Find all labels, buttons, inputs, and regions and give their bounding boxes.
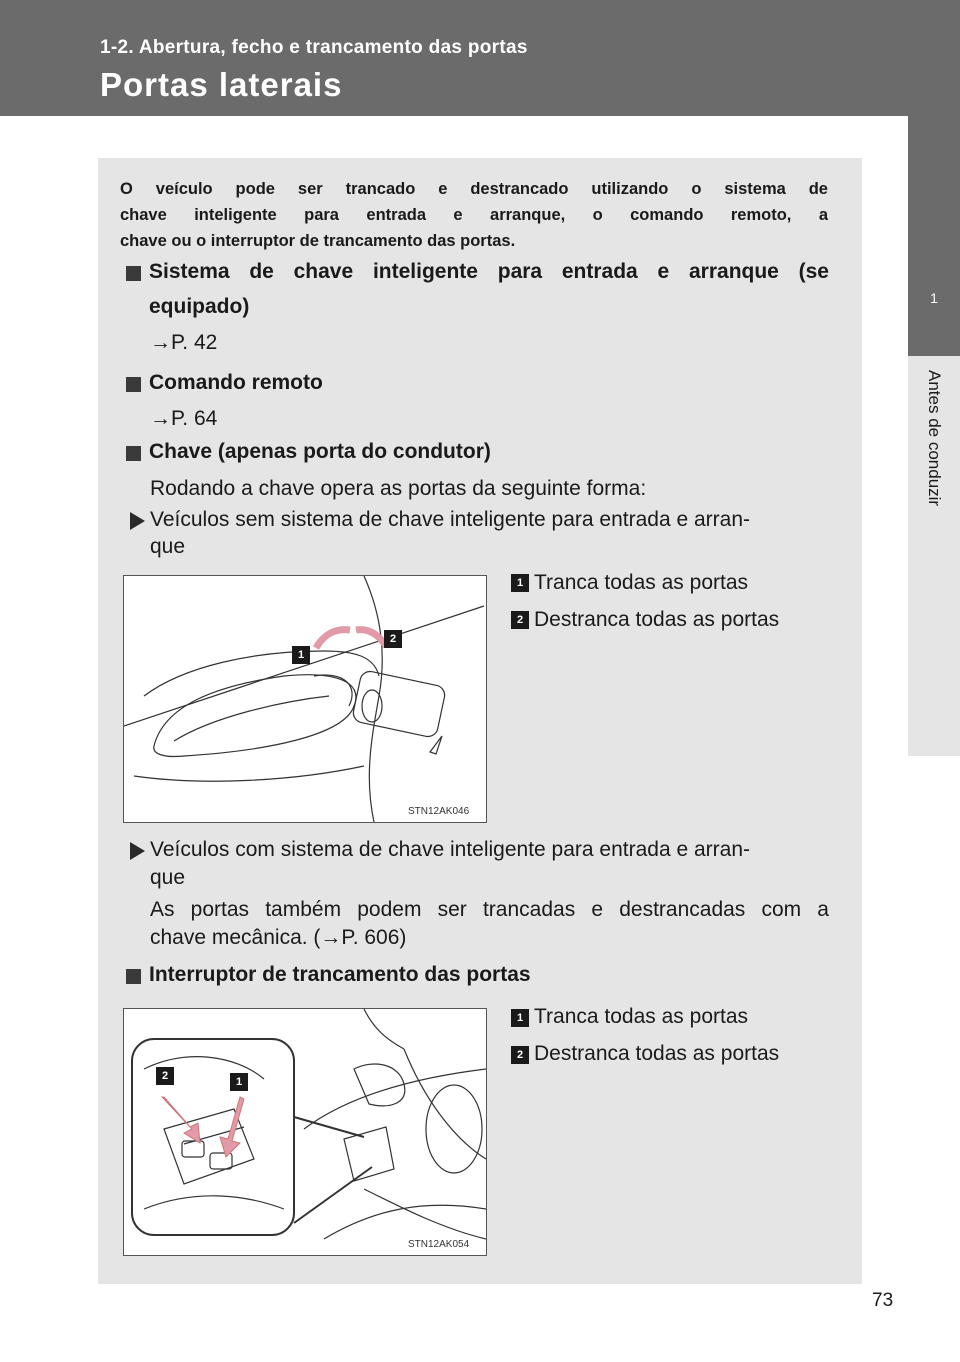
smart-key-ref[interactable]: →P. 42: [150, 331, 218, 354]
label-2-badge: 2: [156, 1067, 174, 1085]
switch-heading: Interruptor de trancamento das portas: [149, 963, 531, 986]
figure-code: STN12AK046: [408, 806, 470, 817]
case2-line-cont: que: [150, 866, 186, 889]
chapter-tab: [908, 116, 960, 356]
arrow-right-icon: [130, 842, 145, 860]
intro-line: chave ou o interruptor de trancamento das portas.: [120, 232, 516, 250]
legend-badge-2: 2: [511, 1046, 529, 1064]
bullet-square-icon: [126, 377, 141, 392]
lock-switch-figure: [123, 1008, 487, 1256]
page-title: Portas laterais: [100, 66, 343, 103]
legend-badge-1: 1: [511, 1009, 529, 1027]
chapter-tab-label: Antes de conduzir: [925, 370, 944, 507]
label-2-badge: 2: [384, 630, 402, 648]
legend-item: Destranca todas as portas: [534, 1042, 780, 1065]
bullet-square-icon: [126, 266, 141, 281]
label-1-badge: 1: [292, 646, 310, 664]
smart-key-heading-cont: equipado): [149, 295, 250, 318]
legend-item: Tranca todas as portas: [534, 1005, 748, 1028]
smart-key-heading: Sistema de chave inteligente para entrada e arranque (se: [149, 260, 829, 283]
case1-line-cont: que: [150, 535, 186, 558]
door-handle-key-illustration: [124, 576, 486, 822]
arrow-right-icon: [130, 512, 145, 530]
remote-heading: Comando remoto: [149, 371, 323, 394]
intro-line: O veículo pode ser trancado e destrancado utilizando o sistema de: [120, 180, 828, 198]
remote-ref[interactable]: →P. 64: [150, 407, 218, 430]
legend-badge-1: 1: [511, 574, 529, 592]
key-door-figure: [123, 575, 487, 823]
case2-text-cont[interactable]: chave mecânica. (→P. 606): [150, 926, 407, 949]
key-text: Rodando a chave opera as portas da seguinte forma:: [150, 477, 647, 500]
bullet-square-icon: [126, 446, 141, 461]
legend-badge-2: 2: [511, 611, 529, 629]
section-title: 1-2. Abertura, fecho e trancamento das portas: [100, 37, 528, 58]
label-1-badge: 1: [230, 1073, 248, 1091]
intro-line: chave inteligente para entrada e arranque, o comando remoto, a: [120, 206, 828, 224]
legend-item: Destranca todas as portas: [534, 608, 780, 631]
case2-line: Veículos com sistema de chave inteligente para entrada e arran-: [150, 838, 751, 861]
chapter-tab-number: 1: [930, 290, 938, 306]
door-lock-switch-illustration: [124, 1009, 486, 1255]
legend-item: Tranca todas as portas: [534, 571, 748, 594]
page-number: 73: [872, 1290, 894, 1311]
intro-paragraph: [120, 176, 828, 254]
figure-code: STN12AK054: [408, 1239, 470, 1250]
key-heading: Chave (apenas porta do condutor): [149, 440, 491, 463]
bullet-square-icon: [126, 969, 141, 984]
case1-line: Veículos sem sistema de chave inteligente para entrada e arran-: [150, 508, 751, 531]
case2-text: As portas também podem ser trancadas e destrancadas com a: [150, 898, 829, 921]
